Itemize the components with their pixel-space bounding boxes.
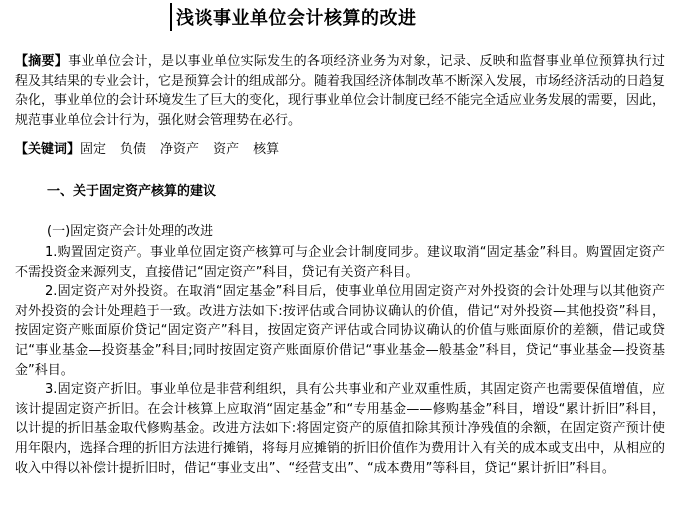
paragraph: 1.购置固定资产。事业单位固定资产核算可与企业会计制度同步。建议取消“固定基金”科目。购置固定资产不需投资金来源列支，直接借记“固定资产”科目，贷记有关资产科目。: [15, 245, 665, 280]
keyword-item: 净资产: [160, 142, 200, 157]
body-text: [15, 243, 665, 478]
keywords-label: 【关键词】: [15, 142, 81, 157]
paragraph: 3.固定资产折旧。事业单位是非营利组织，具有公共事业和产业双重性质，其固定资产也需要保值增值，应该计提固定资产折旧。在会计核算上应取消“固定基金”和“专用基金——修购基金”科目，增设“累计折旧”科目，以计提的折旧基金取代修购基金。改进方法如下:将固定资产的原值扣除其预计净残值的余额，在固定资产预计使用年限内，选择合理的折旧方法进行摊销，将每月应摊销的折旧价值作为费用计入有关的成本或支出中，从相应的收入中得以补偿计提折旧时，借记“事业支出”、“经营支出”、“成本费用”等科目，贷记“累计折旧”科目。: [15, 382, 666, 476]
abstract-text: 事业单位会计，是以事业单位实际发生的各项经济业务为对象，记录、反映和监督事业单位预算执行过程及其结果的专业会计，它是预算会计的组成部分。随着我国经济体制改革不断深入发展，市场经济活动的日趋复杂化，事业单位的会计环境发生了巨大的变化，现行事业单位会计制度已经不能完全适应业务发展的需要，因此，规范事业单位会计行为，强化财会管理势在必行。: [15, 54, 666, 128]
paragraph: 2.固定资产对外投资。在取消“固定基金”科目后，使事业单位用固定资产对外投资的会计处理与以其他资产对外投资的会计处理趋于一致。改进方法如下:按评估或合同协议确认的价值，借记“对外投资—其他投资”科目，按固定资产账面原价贷记“固定资产”科目，按固定资产评估或合同协议确认的价值与账面原价的差额，借记或贷记“事业基金—投资基金”科目;同时按固定资产账面原价借记“事业基金—般基金”科目，贷记“事业基金—投资基金”科目。: [15, 284, 665, 378]
keywords: [15, 140, 293, 159]
keyword-item: 负债: [120, 142, 147, 157]
title-row: [170, 2, 417, 32]
section-heading: 一、关于固定资产核算的建议: [47, 184, 217, 199]
abstract-label: 【摘要】: [15, 54, 69, 69]
keyword-item: 核算: [253, 142, 280, 157]
text-cursor: [170, 3, 172, 31]
keyword-item: 固定: [80, 142, 107, 157]
document-title: 浅谈事业单位会计核算的改进: [176, 8, 417, 29]
sub-heading: (一)固定资产会计处理的改进: [47, 224, 214, 239]
keyword-item: 资产: [213, 142, 240, 157]
abstract: [15, 52, 665, 130]
